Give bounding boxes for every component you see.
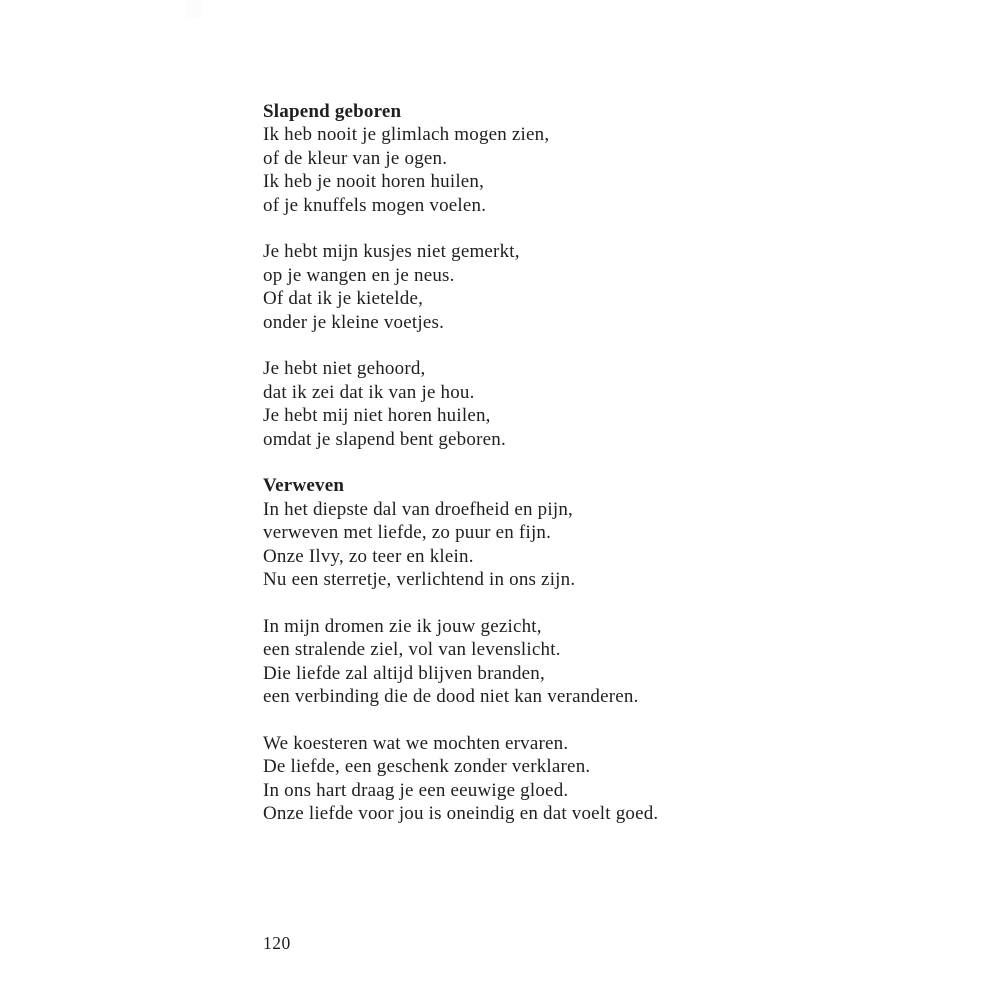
poem-line: In het diepste dal van droefheid en pijn, <box>263 498 573 520</box>
stanza <box>263 498 823 592</box>
poem-line: verweven met liefde, zo puur en fijn. <box>263 522 552 544</box>
poem-line: Onze liefde voor jou is oneindig en dat voelt goed. <box>263 803 659 825</box>
poem <box>263 100 823 451</box>
poem-line: een verbinding die de dood niet kan veranderen. <box>263 686 639 708</box>
poem-line: omdat je slapend bent geboren. <box>263 428 506 450</box>
page-number: 120 <box>263 933 291 953</box>
poem-line: of de kleur van je ogen. <box>263 147 448 169</box>
poem-line: Je hebt mijn kusjes niet gemerkt, <box>263 241 520 263</box>
poem-line: Of dat ik je kietelde, <box>263 288 424 310</box>
poem-line: In ons hart draag je een eeuwige gloed. <box>263 779 569 801</box>
poem-line: onder je kleine voetjes. <box>263 311 445 333</box>
stanza <box>263 123 823 217</box>
poem-line: Ik heb nooit je glimlach mogen zien, <box>263 124 550 146</box>
poem-line: Die liefde zal altijd blijven branden, <box>263 662 545 684</box>
poem-line: Nu een sterretje, verlichtend in ons zijn. <box>263 569 576 591</box>
scan-artifact <box>187 0 201 18</box>
poem-line: dat ik zei dat ik van je hou. <box>263 381 475 403</box>
poem <box>263 474 823 825</box>
stanza <box>263 732 823 826</box>
poem-title: Verweven <box>263 475 345 497</box>
poem-line: Onze Ilvy, zo teer en klein. <box>263 545 474 567</box>
stanza <box>263 615 823 709</box>
stanza <box>263 240 823 334</box>
poem-line: We koesteren wat we mochten ervaren. <box>263 732 569 754</box>
stanza <box>263 357 823 451</box>
poem-line: een stralende ziel, vol van levenslicht. <box>263 639 561 661</box>
page-content <box>263 100 823 849</box>
poem-line: op je wangen en je neus. <box>263 264 455 286</box>
poem-line: Je hebt niet gehoord, <box>263 358 426 380</box>
poem-line: In mijn dromen zie ik jouw gezicht, <box>263 615 542 637</box>
poem-line: of je knuffels mogen voelen. <box>263 194 487 216</box>
poem-line: De liefde, een geschenk zonder verklaren. <box>263 756 591 778</box>
poem-line: Ik heb je nooit horen huilen, <box>263 171 485 193</box>
poem-title: Slapend geboren <box>263 101 402 122</box>
poem-line: Je hebt mij niet horen huilen, <box>263 405 491 427</box>
